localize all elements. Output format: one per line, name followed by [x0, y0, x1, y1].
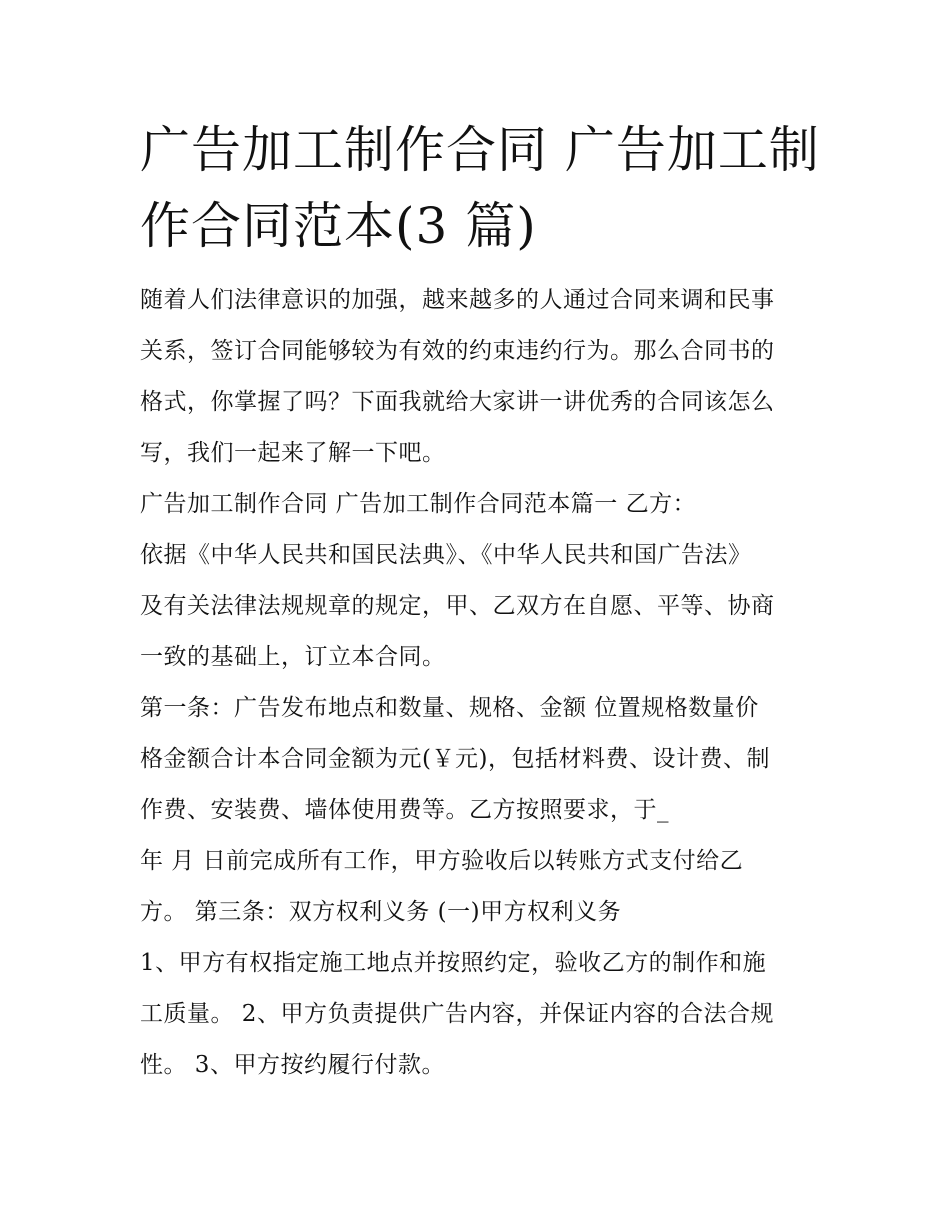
- body-line: 性。 3、甲方按约履行付款。: [140, 1052, 445, 1078]
- body-line: 作费、安装费、墙体使用费等。乙方按照要求，于_: [140, 797, 669, 823]
- body-line: 格金额合计本合同金额为元(￥元)，包括材料费、设计费、制: [140, 746, 770, 772]
- body-line: 方。 第三条：双方权利义务 (一)甲方权利义务: [140, 899, 622, 925]
- body-line: 第一条：广告发布地点和数量、规格、金额 位置规格数量价: [140, 695, 759, 721]
- body-line: 年 月 日前完成所有工作，甲方验收后以转账方式支付给乙: [140, 848, 744, 874]
- document-title: [140, 112, 820, 264]
- body-line: 写，我们一起来了解一下吧。: [140, 440, 446, 466]
- body-line: 随着人们法律意识的加强，越来越多的人通过合同来调和民事: [140, 287, 775, 313]
- body-line: 工质量。 2、甲方负责提供广告内容，并保证内容的合法合规: [140, 1001, 774, 1027]
- body-line: 及有关法律法规规章的规定，甲、乙双方在自愿、平等、协商: [140, 593, 775, 619]
- body-line: 依据《中华人民共和国民法典》、《中华人民共和国广告法》: [140, 542, 752, 568]
- title-line: 广告加工制作合同 广告加工制: [140, 121, 820, 179]
- body-line: 1、甲方有权指定施工地点并按照约定，验收乙方的制作和施: [140, 950, 767, 976]
- title-line: 作合同范本(3 篇): [140, 197, 537, 255]
- body-line: 一致的基础上，订立本合同。: [140, 644, 446, 670]
- body-line: 格式，你掌握了吗？下面我就给大家讲一讲优秀的合同该怎么: [140, 389, 775, 415]
- body-line: 关系，签订合同能够较为有效的约束违约行为。那么合同书的: [140, 338, 775, 364]
- body-line: 广告加工制作合同 广告加工制作合同范本篇一 乙方：: [140, 491, 697, 517]
